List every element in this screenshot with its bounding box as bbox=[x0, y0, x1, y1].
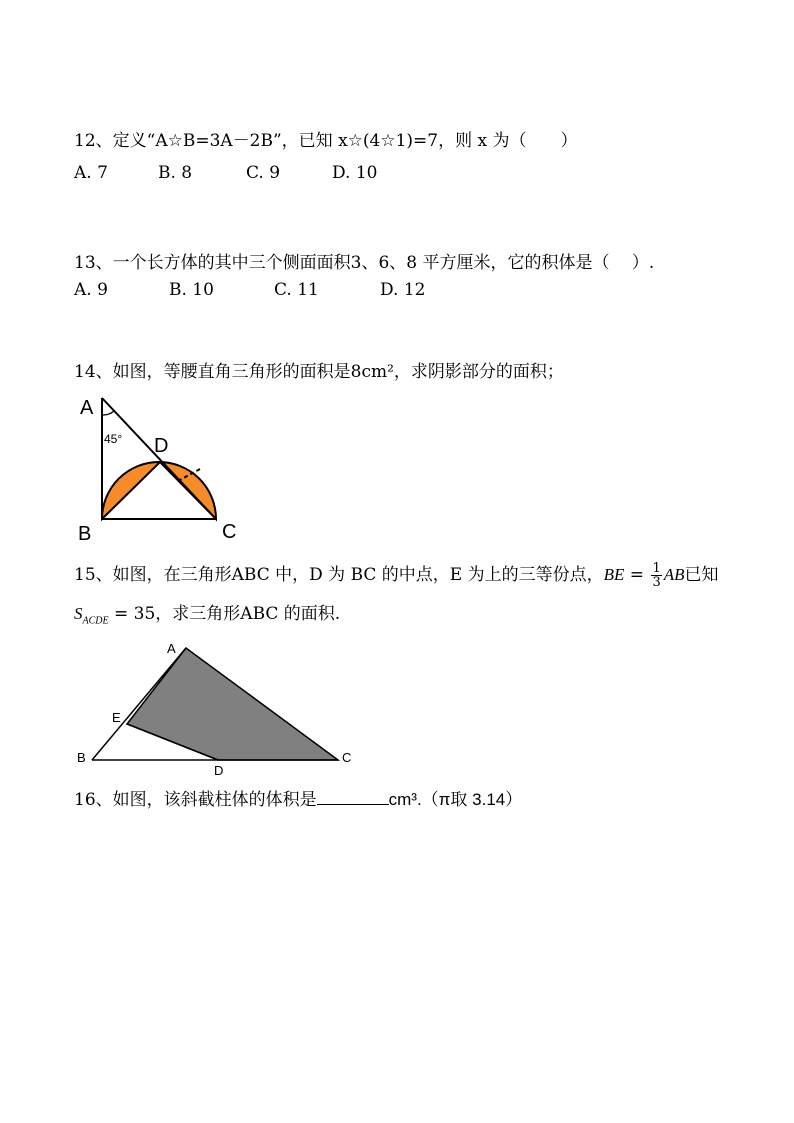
q12-option-d: D. 10 bbox=[332, 163, 378, 183]
q15-stem-line1 bbox=[74, 562, 719, 589]
q14-label-angle: 45° bbox=[104, 432, 123, 446]
q15-area-subscript: ACDE bbox=[82, 615, 109, 627]
q13-option-c: C. 11 bbox=[274, 280, 319, 300]
q15-fraction bbox=[651, 562, 661, 589]
q13-option-b: B. 10 bbox=[169, 280, 214, 300]
q15-stem-part3: ，求三角形ABC 的面积. bbox=[155, 604, 341, 624]
q15-be-lhs: BE bbox=[603, 565, 625, 584]
q16-stem-pre: 16、如图，该斜截柱体的体积是 bbox=[74, 790, 317, 810]
q14-label-a: A bbox=[80, 397, 94, 419]
q13-option-d: D. 12 bbox=[380, 280, 426, 300]
q12-option-b: B. 8 bbox=[158, 163, 193, 183]
q14-label-b: B bbox=[78, 523, 92, 545]
q14-figure bbox=[70, 390, 250, 545]
q15-figure bbox=[70, 635, 360, 775]
q16-stem bbox=[74, 788, 522, 810]
q12-option-a: A. 7 bbox=[74, 163, 108, 183]
q15-stem-part2: 已知 bbox=[684, 565, 719, 585]
q14-stem: 14、如图，等腰直角三角形的面积是8cm²，求阴影部分的面积； bbox=[74, 362, 564, 382]
q13-stem: 13、一个长方体的其中三个侧面面积3、6、8 平方厘米，它的积体是（ ）. bbox=[74, 253, 655, 273]
q15-frac-denominator: 3 bbox=[652, 575, 661, 590]
q15-label-d: D bbox=[214, 763, 224, 775]
q15-stem-part1: 15、如图，在三角形ABC 中，D 为 BC 的中点，E 为上的三等份点， bbox=[74, 565, 604, 585]
q14-label-c: C bbox=[222, 521, 237, 543]
q15-shaded-quadrilateral bbox=[127, 648, 338, 760]
q15-area-value: = 35 bbox=[108, 604, 156, 624]
q15-frac-numerator: 1 bbox=[652, 561, 661, 576]
q15-label-c: C bbox=[342, 750, 352, 765]
q12-stem: 12、定义“A☆B=3A－2B”，已知 x☆(4☆1)=7，则 x 为（ ） bbox=[74, 131, 578, 151]
q14-label-d: D bbox=[154, 435, 169, 457]
q15-label-b: B bbox=[77, 750, 86, 765]
q12-option-c: C. 9 bbox=[246, 163, 281, 183]
q15-label-e: E bbox=[112, 710, 121, 725]
q15-label-a: A bbox=[167, 641, 176, 656]
q15-ab: AB bbox=[663, 565, 685, 584]
q15-stem-line2 bbox=[74, 604, 340, 631]
q15-area-symbol: S bbox=[74, 604, 83, 623]
q16-answer-blank bbox=[317, 788, 389, 805]
q15-equals: = bbox=[624, 565, 650, 585]
q14-angle-arc bbox=[102, 411, 114, 415]
q13-option-a: A. 9 bbox=[74, 280, 108, 300]
q16-stem-post: cm³.（π取 3.14） bbox=[388, 790, 523, 809]
